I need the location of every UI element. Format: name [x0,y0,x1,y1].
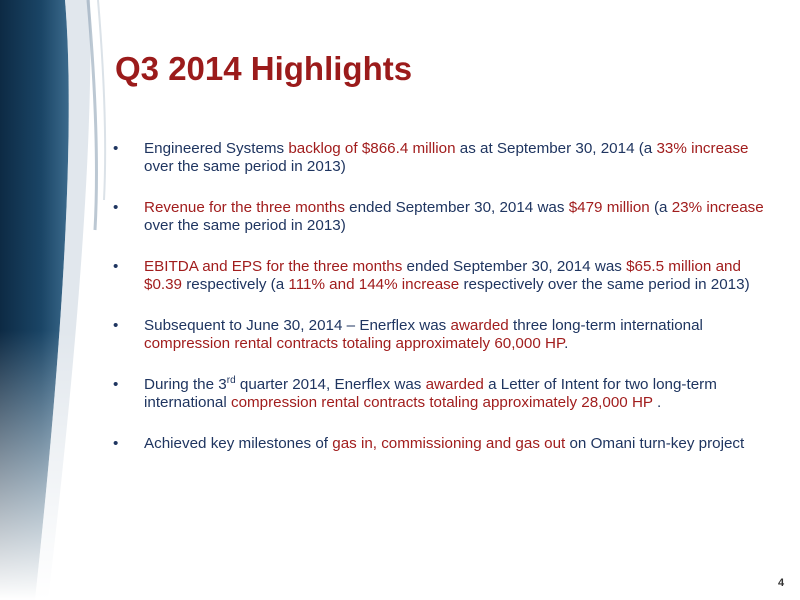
page-number: 4 [778,577,785,589]
bullet-marker: • [113,258,119,275]
bullet-marker: • [113,435,119,452]
highlight-bullet [113,317,773,353]
highlighted-text: 111% and 144% increase [288,276,460,293]
bullet-text: three long-term international [508,317,703,334]
highlighted-text: EBITDA and EPS for the three months [144,258,403,275]
highlighted-text: backlog of $866.4 million [288,140,456,157]
bullet-text: a Letter of Intent for two long-term international [144,376,717,411]
bullet-text: Achieved key milestones of [144,435,333,452]
bullet-text: as at September 30, 2014 (a [455,140,657,157]
highlight-bullet [113,376,773,412]
bullet-text: During the 3 [144,376,227,393]
highlighted-text: awarded [450,317,509,334]
bullet-marker: • [113,376,119,393]
highlighted-text: $479 million [568,199,650,216]
bullet-text: . [652,394,662,411]
highlighted-text: compression rental contracts totaling approximately 28,000 HP [230,394,653,411]
bullet-text: (a [649,199,672,216]
slide-title: Q3 2014 Highlights [115,50,413,87]
highlighted-text: compression rental contracts totaling approximately 60,000 HP [144,335,565,352]
highlights-list [113,140,773,476]
bullet-marker: • [113,199,119,216]
bullet-marker: • [113,140,119,157]
bullet-marker: • [113,317,119,334]
highlight-bullet [113,140,773,176]
bullet-text: quarter 2014, Enerflex was [235,376,426,393]
highlighted-text: awarded [425,376,484,393]
highlighted-text: Revenue for the three months [144,199,345,216]
bullet-text: ended September 30, 2014 was [344,199,569,216]
highlighted-text: $65.5 million and $0.39 [144,258,741,293]
bullet-text: over the same period in 2013) [144,158,346,175]
bullet-text: Subsequent to June 30, 2014 – Enerflex was [144,317,451,334]
bullet-text: over the same period in 2013) [144,217,346,234]
highlighted-text: 23% increase [671,199,764,216]
bullet-text: Engineered Systems [144,140,289,157]
bullet-text: ended September 30, 2014 was [402,258,627,275]
bullet-text: on Omani turn-key project [565,435,745,452]
bullet-text: respectively over the same period in 2013) [459,276,750,293]
bullet-text: respectively (a [182,276,289,293]
bullet-text: . [564,335,569,352]
highlight-bullet [113,435,773,453]
highlighted-text: 33% increase [656,140,749,157]
highlight-bullet [113,199,773,235]
highlighted-text: gas in, commissioning and gas out [332,435,566,452]
highlight-bullet [113,258,773,294]
bullet-text: rd [226,374,236,386]
